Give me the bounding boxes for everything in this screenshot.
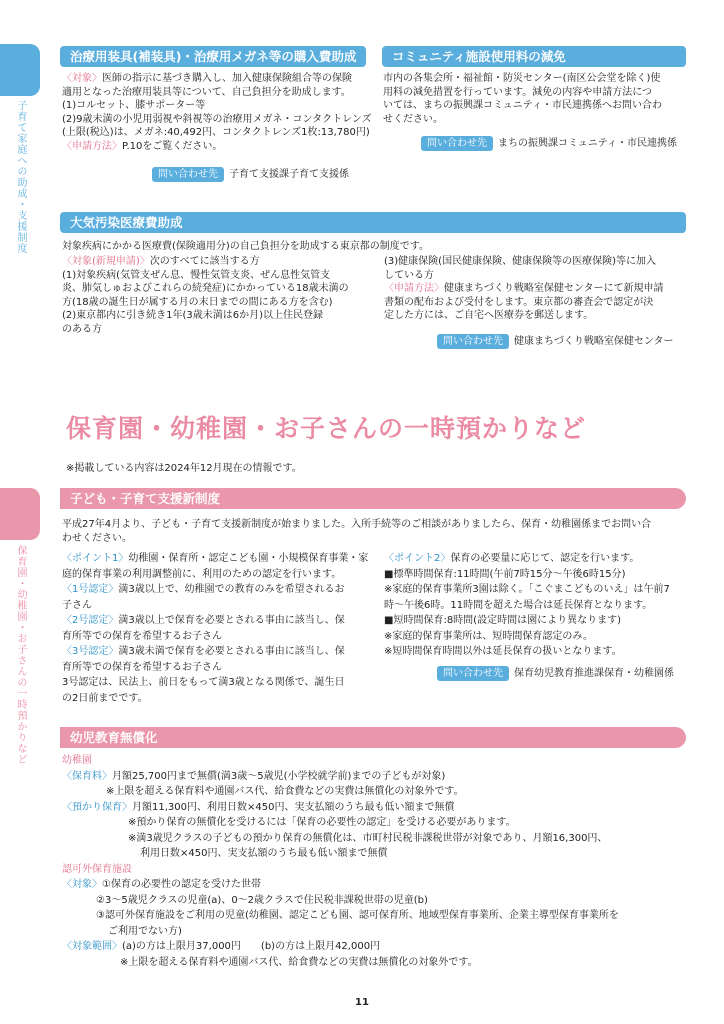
text: (3)健康保険(国民健康保険、健康保険等の医療保険)等に加入 xyxy=(384,256,656,267)
text: ※短時間保育時間以外は延長保育の扱いとなります。 xyxy=(384,646,622,657)
subheading-unlicensed: 認可外保育施設 xyxy=(62,863,132,875)
section-heading-medical-devices: 治療用装具(補装具)・治療用メガネ等の購入費助成 xyxy=(60,46,366,67)
contact-badge: 問い合わせ先 xyxy=(437,334,509,349)
contact-text: 子育て支援課子育て支援係 xyxy=(229,169,349,180)
text: 庭的保育事業の利用調整前に、利用のための認定を行います。 xyxy=(62,568,342,580)
label: 〈保育料〉 xyxy=(62,770,112,782)
text: ■短時間保育:8時間(設定時間は園により異なります) xyxy=(384,615,621,626)
label: 〈申請方法〉 xyxy=(384,283,444,294)
section-heading-community-fee: コミュニティ施設使用料の減免 xyxy=(382,46,686,67)
section5-body xyxy=(62,753,702,970)
label: 〈ポイント1〉 xyxy=(62,553,129,564)
section-heading-free-education: 幼児教育無償化 xyxy=(60,727,686,748)
contact-badge: 問い合わせ先 xyxy=(437,666,509,681)
text: ご利用でない方) xyxy=(108,925,182,937)
contact-section2 xyxy=(421,136,677,151)
page-title: 保育園・幼稚園・お子さんの一時預かりなど xyxy=(66,414,587,443)
label: 〈対象(新規申請)〉 xyxy=(62,256,150,267)
text: 方(18歳の誕生日が属する月の末日までの間にある方を含む) xyxy=(62,296,333,308)
label: 〈2号認定〉 xyxy=(62,615,119,626)
text: 育所等での保育を希望するお子さん xyxy=(62,630,222,642)
label: 〈対象〉 xyxy=(62,879,102,890)
contact-badge: 問い合わせ先 xyxy=(421,136,493,151)
text: わせください。 xyxy=(62,532,132,544)
text: の2日前までです。 xyxy=(62,692,148,704)
side-tab-bottom xyxy=(0,488,40,540)
text: 利用日数×450円、実支払額のうち最も低い額まで無償 xyxy=(140,848,388,859)
contact-section3 xyxy=(437,334,674,349)
page-number: 11 xyxy=(355,997,369,1008)
section2-body xyxy=(383,72,688,126)
label: 〈対象〉 xyxy=(62,73,102,84)
date-note: ※掲載している内容は2024年12月現在の情報です。 xyxy=(66,463,302,474)
section-heading-air-pollution: 大気汚染医療費助成 xyxy=(60,212,686,233)
contact-text: 保育幼児教育推進課保育・幼稚園係 xyxy=(514,668,674,679)
text: (a)の方は上限月37,000円 (b)の方は上限月42,000円 xyxy=(122,941,381,952)
subheading-kindergarten: 幼稚園 xyxy=(62,755,92,766)
text: 市内の各集会所・福祉館・防災センター(南区公会堂を除く)使 xyxy=(383,73,661,84)
text: ※家庭的保育事業所3園は除く。「こぐまこどものいえ」は午前7 xyxy=(384,584,670,595)
contact-section4 xyxy=(437,666,674,681)
label: 〈ポイント2〉 xyxy=(384,553,451,564)
text: 月額25,700円まで無償(満3歳～5歳児(小学校就学前)までの子どもが対象) xyxy=(112,770,446,782)
text: (1)コルセット、膝サポーター等 xyxy=(62,100,206,111)
section3-left xyxy=(62,255,377,336)
label: 〈預かり保育〉 xyxy=(62,801,132,813)
section4-right xyxy=(384,551,689,660)
text: (上限(税込)は、メガネ:40,492円、コンタクトレンズ1枚:13,780円) xyxy=(62,127,370,138)
text: ※満3歳児クラスの子どもの預かり保育の無償化は、市町村民税非課税世帯が対象であり、月額16,300円、 xyxy=(128,832,608,844)
text: 用料の減免措置を行っています。減免の内容や申請方法につ xyxy=(383,86,652,98)
contact-section1 xyxy=(152,167,349,182)
text: ①保育の必要性の認定を受けた世帯 xyxy=(102,879,261,890)
text: 月額11,300円、利用日数×450円、実支払額のうち最も低い額まで無償 xyxy=(132,801,455,813)
label: 〈対象範囲〉 xyxy=(62,941,122,952)
text: 適用となった治療用装具等について、自己負担分を助成します。 xyxy=(62,86,351,98)
label: 〈申請方法〉 xyxy=(62,140,122,152)
section4-left xyxy=(62,551,377,706)
text: 次のすべてに該当する方 xyxy=(149,256,260,267)
text: ②3～5歳児クラスの児童(a)、0～2歳クラスで住民税非課税世帯の児童(b) xyxy=(96,894,428,906)
text: 幼稚園・保育所・認定こども園・小規模保育事業・家 xyxy=(128,553,369,564)
text: 満3歳以上で、幼稚園での教育のみを希望されるお xyxy=(118,584,345,595)
text: 医師の指示に基づき購入し、加入健康保険組合等の保険 xyxy=(102,73,352,84)
text: 書類の配布および受付をします。東京都の審査会で認定が決 xyxy=(384,296,654,308)
side-label-top: 子育て家庭への助成・支援制度 xyxy=(15,100,26,254)
section3-right xyxy=(384,255,689,323)
side-tab-top xyxy=(0,44,40,96)
contact-badge: 問い合わせ先 xyxy=(152,167,224,182)
text: ※上限を超える保育料や通園バス代、給食費などの実費は無償化の対象外です。 xyxy=(120,956,478,968)
section-heading-childcare-system: 子ども・子育て支援新制度 xyxy=(60,488,686,509)
section4-intro xyxy=(62,518,688,545)
text: 子さん xyxy=(62,599,92,611)
text: している方 xyxy=(384,269,434,281)
text: 定した方には、ご自宅へ医療券を郵送します。 xyxy=(384,310,594,321)
text: 炎、肺気しゅおよびこれらの続発症)にかかっている18歳未満の xyxy=(62,283,349,294)
label: 〈3号認定〉 xyxy=(62,646,119,657)
text: ■標準時間保育:11時間(午前7時15分～午後6時15分) xyxy=(384,568,626,580)
text: 満3歳未満で保育を必要とされる事由に該当し、保 xyxy=(118,646,345,657)
text: 保育の必要量に応じて、認定を行います。 xyxy=(450,553,640,564)
text: ③認可外保育施設をご利用の児童(幼稚園、認定こども園、認可保育所、地域型保育事業所、企業主導型保育事業所を xyxy=(96,910,619,921)
contact-text: まちの振興課コミュニティ・市民連携係 xyxy=(498,138,677,149)
text: (2)東京都内に引き続き1年(3歳未満は6か月)以上住民登録 xyxy=(62,310,324,321)
contact-text: 健康まちづくり戦略室保健センター xyxy=(514,336,674,347)
text: 育所等での保育を希望するお子さん xyxy=(62,661,222,673)
text: ※預かり保育の無償化を受けるには「保育の必要性の認定」を受ける必要があります。 xyxy=(128,817,516,828)
side-label-bottom: 保育園・幼稚園・お子さんの一時預かりなど xyxy=(15,545,26,765)
text: 満3歳以上で保育を必要とされる事由に該当し、保 xyxy=(118,615,345,626)
text: せください。 xyxy=(383,113,443,125)
text: (2)9歳未満の小児用弱視や斜視等の治療用メガネ・コンタクトレンズ xyxy=(62,113,372,125)
text: いては、まちの振興課コミュニティ・市民連携係へお問い合わ xyxy=(383,100,662,111)
label: 〈1号認定〉 xyxy=(62,584,119,595)
text: 時～午後6時。11時間を超えた場合は延長保育となります。 xyxy=(384,599,653,611)
text: のある方 xyxy=(62,323,102,335)
text: ※上限を超える保育料や通園バス代、給食費などの実費は無償化の対象外です。 xyxy=(106,786,464,797)
text: ※家庭的保育事業所は、短時間保育認定のみ。 xyxy=(384,630,593,642)
text: 健康まちづくり戦略室保健センターにて新規申請 xyxy=(444,283,664,294)
section1-body xyxy=(62,72,372,153)
text: 平成27年4月より、子ども・子育て支援新制度が始まりました。入所手続等のご相談がありましたら、保育・幼稚園係までお問い合 xyxy=(62,519,652,530)
text: 3号認定は、民法上、前日をもって満3歳となる関係で、誕生日 xyxy=(62,677,345,688)
text: P.10をご覧ください。 xyxy=(122,140,223,152)
section3-intro: 対象疾病にかかる医療費(保険適用分)の自己負担分を助成する東京都の制度です。 xyxy=(62,241,430,252)
text: (1)対象疾病(気管支ぜん息、慢性気管支炎、ぜん息性気管支 xyxy=(62,269,331,281)
